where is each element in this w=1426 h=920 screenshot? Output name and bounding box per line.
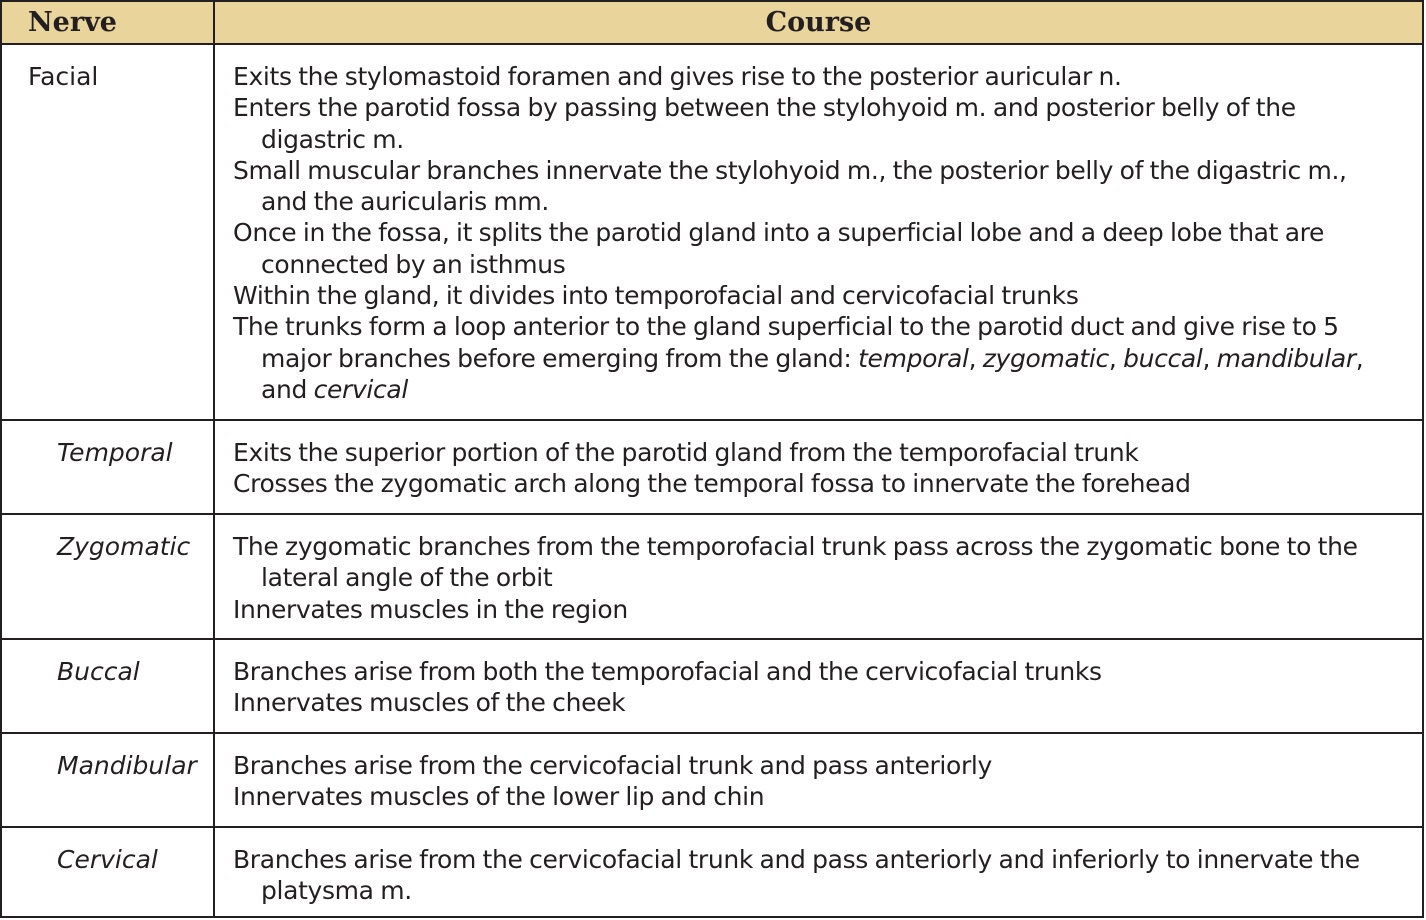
table-row-zygomatic	[1, 514, 1423, 639]
course-cell-facial	[214, 44, 1423, 420]
table-header-row	[1, 1, 1423, 44]
nerve-name-cervical: Cervical	[1, 827, 214, 917]
course-line: Enters the parotid fossa by passing between the stylohyoid m. and posterior belly of the digastric m.	[233, 93, 1296, 154]
separator: ,	[1108, 343, 1124, 373]
nerve-name-mandibular: Mandibular	[1, 733, 214, 827]
table-row-buccal	[1, 639, 1423, 733]
branch-term-temporal: temporal	[858, 343, 969, 373]
separator: ,	[1202, 343, 1217, 373]
course-line: Innervates muscles of the lower lip and chin	[233, 782, 765, 812]
table-row-cervical	[1, 827, 1423, 917]
nerve-name-temporal: Temporal	[1, 420, 214, 514]
course-line: Branches arise from both the temporofacial and the cervicofacial trunks	[233, 657, 1102, 686]
separator: ,	[968, 343, 983, 373]
course-line: Innervates muscles in the region	[233, 594, 628, 624]
course-line-branches	[233, 311, 1398, 405]
course-line: Branches arise from the cervicofacial trunk and pass anteriorly	[233, 751, 992, 780]
course-cell-zygomatic	[214, 514, 1423, 639]
nerve-name-buccal: Buccal	[1, 639, 214, 733]
course-cell-cervical	[214, 827, 1423, 917]
course-cell-buccal	[214, 639, 1423, 733]
column-header-nerve: Nerve	[1, 1, 214, 44]
table-row-mandibular	[1, 733, 1423, 827]
course-line: Branches arise from the cervicofacial trunk and pass anteriorly and inferiorly to innervate the platysma m.	[233, 845, 1360, 906]
branch-term-buccal: buccal	[1123, 343, 1203, 373]
course-line: The zygomatic branches from the temporofacial trunk pass across the zygomatic bone to the lateral angle of the orbit	[233, 532, 1358, 593]
table-row-facial	[1, 44, 1423, 420]
course-line: Exits the superior portion of the parotid gland from the temporofacial trunk	[233, 438, 1139, 467]
course-line: Once in the fossa, it splits the parotid gland into a superficial lobe and a deep lobe that are connected by an isthmus	[233, 218, 1325, 279]
nerve-name-facial: Facial	[1, 44, 214, 420]
course-line: Innervates muscles of the cheek	[233, 688, 626, 718]
course-cell-temporal	[214, 420, 1423, 514]
course-line: Exits the stylomastoid foramen and gives rise to the posterior auricular n.	[233, 62, 1122, 91]
nerve-name-zygomatic: Zygomatic	[1, 514, 214, 639]
course-line: Within the gland, it divides into temporofacial and cervicofacial trunks	[233, 281, 1079, 311]
separator: , and	[261, 343, 1364, 404]
course-line: Small muscular branches innervate the stylohyoid m., the posterior belly of the digastric m., and the auricularis mm.	[233, 155, 1347, 217]
course-line: Crosses the zygomatic arch along the temporal fossa to innervate the forehead	[233, 469, 1191, 499]
branch-term-mandibular: mandibular	[1216, 343, 1356, 373]
course-line-lead: The trunks form a loop anterior to the gland superficial to the parotid duct and give rise to 5 major branches before emerging from the gland:	[233, 312, 1339, 373]
branch-term-cervical: cervical	[313, 374, 408, 404]
course-cell-mandibular	[214, 733, 1423, 827]
branch-term-zygomatic: zygomatic	[982, 343, 1109, 373]
column-header-course: Course	[214, 1, 1423, 44]
table-row-temporal	[1, 420, 1423, 514]
